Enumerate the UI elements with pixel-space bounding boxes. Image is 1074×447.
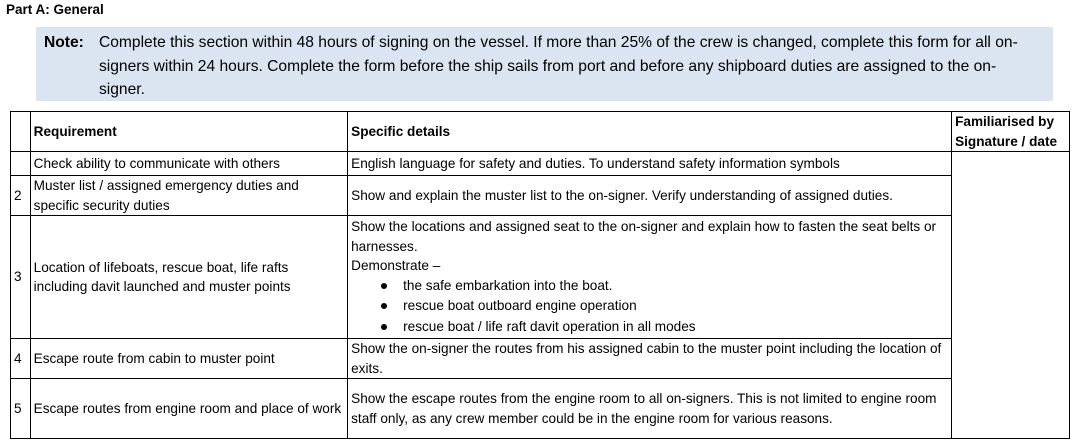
row-requirement: Location of lifeboats, rescue boat, life rafts including davit launched and muster points [30, 216, 347, 339]
table-header-row [11, 112, 1070, 152]
bullet-item: the safe embarkation into the boat. [381, 276, 948, 297]
header-requirement: Requirement [30, 112, 347, 152]
row-number: 2 [11, 176, 31, 216]
row-number: 3 [11, 216, 31, 339]
note-label: Note: [44, 34, 84, 51]
table-row [11, 339, 1070, 379]
header-signature [952, 112, 1070, 152]
row-details: Show the on-signer the routes from his assigned cabin to the muster point including the location of exits. [348, 339, 952, 379]
row-details-intro: Demonstrate – [351, 258, 441, 273]
table-row [11, 216, 1070, 339]
note-text: Complete this section within 48 hours of signing on the vessel. If more than 25% of the crew is changed, complete this form for all on-signers within 24 hours. Complete the form before the ship sails from port and before any shipboard duties are assigned to the on-signer. [99, 34, 1018, 98]
row-details-text: Show the locations and assigned seat to the on-signer and explain how to fasten the seat belts or harnesses. [351, 219, 937, 254]
row-number: 5 [11, 379, 31, 439]
row-number: 4 [11, 339, 31, 379]
row-requirement: Escape routes from engine room and place of work [30, 379, 347, 439]
table-row [11, 152, 1070, 176]
signature-cell[interactable] [952, 152, 1070, 439]
row-requirement: Check ability to communicate with others [30, 152, 347, 176]
header-number [11, 112, 31, 152]
row-details: Show the escape routes from the engine room to all on-signers. This is not limited to engine room staff only, as any crew member could be in the engine room for various reasons. [348, 379, 952, 439]
table-row [11, 176, 1070, 216]
bullet-item: rescue boat outboard engine operation [381, 296, 948, 317]
note-box [36, 27, 1053, 101]
header-specific-details: Specific details [348, 112, 952, 152]
header-signature-line2: Signature / date [955, 133, 1058, 149]
part-title: Part A: General [6, 2, 104, 17]
row-details: English language for safety and duties. To understand safety information symbols [348, 152, 952, 176]
requirements-table [10, 111, 1070, 439]
bullet-item: rescue boat / life raft davit operation in all modes [381, 317, 948, 338]
table-row [11, 379, 1070, 439]
row-details: Show and explain the muster list to the on-signer. Verify understanding of assigned duties. [348, 176, 952, 216]
row-number [11, 152, 31, 176]
row-details [348, 216, 952, 339]
row-requirement: Muster list / assigned emergency duties and specific security duties [30, 176, 347, 216]
row-requirement: Escape route from cabin to muster point [30, 339, 347, 379]
header-signature-line1: Familiarised by [955, 114, 1055, 129]
bullet-list [351, 276, 948, 338]
